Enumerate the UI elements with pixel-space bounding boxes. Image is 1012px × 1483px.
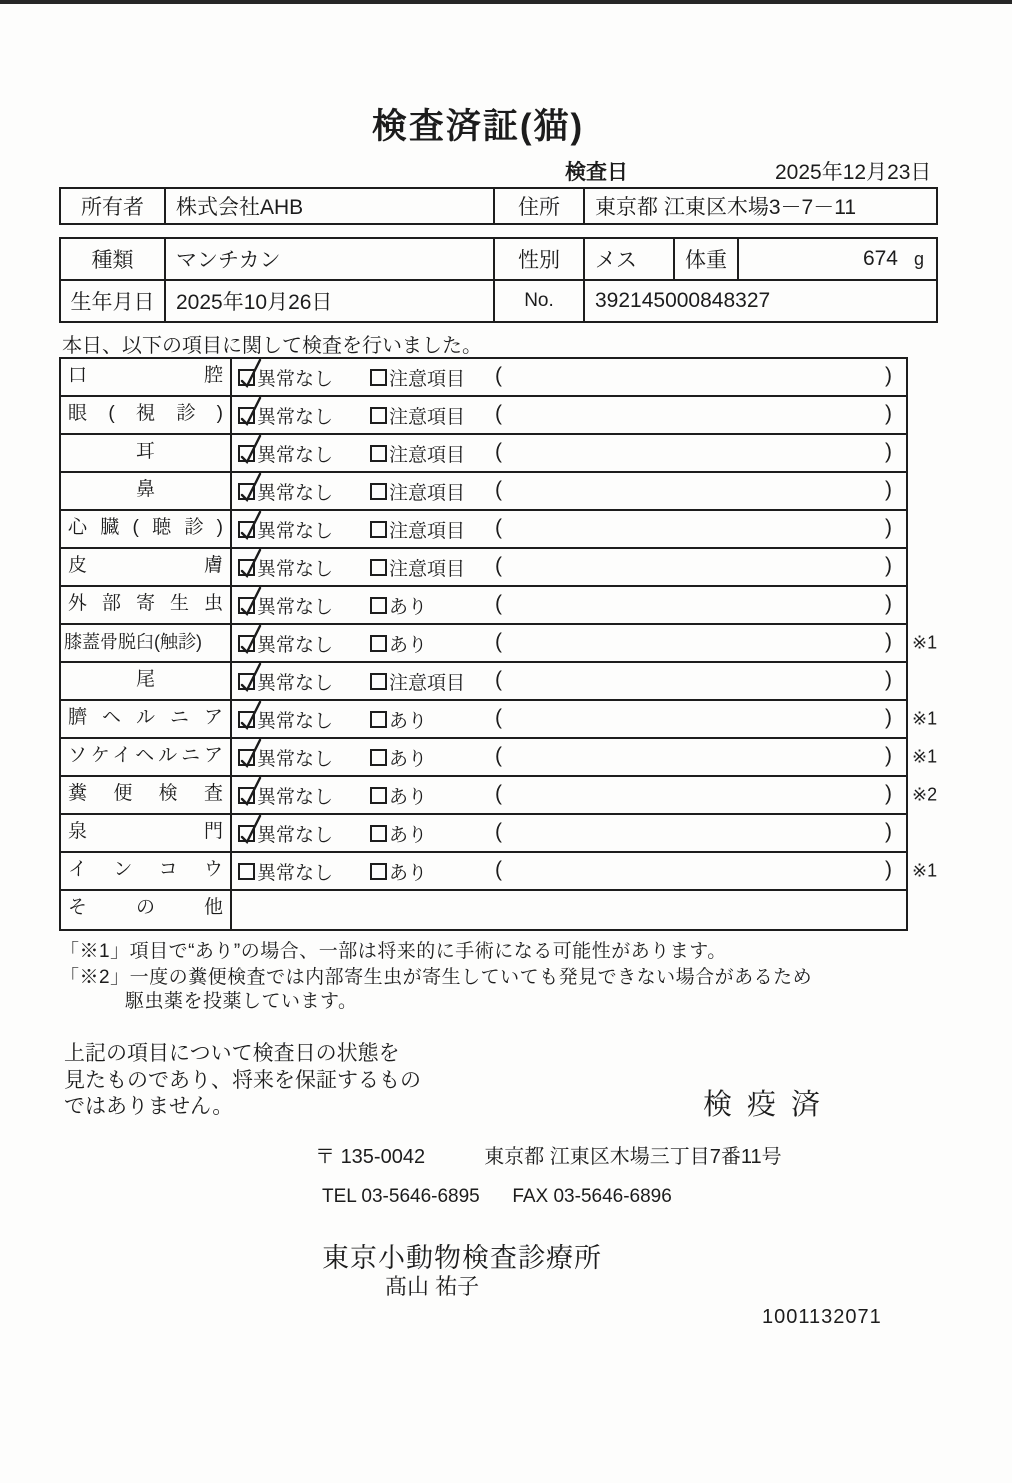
option-label-alternative: あり bbox=[389, 862, 428, 884]
option-no-abnormality bbox=[238, 511, 333, 547]
table-row bbox=[61, 891, 906, 929]
remarks-paren-close: ) bbox=[885, 820, 892, 844]
clinic-contact-line bbox=[322, 1186, 672, 1208]
option-no-abnormality bbox=[238, 625, 333, 661]
footnote-2-cont: 駆虫薬を投薬しています。 bbox=[125, 991, 358, 1012]
checkbox-no-abnormality[interactable] bbox=[238, 863, 255, 880]
inspection-date-value: 2025年12月23日 bbox=[775, 161, 932, 184]
item-result bbox=[232, 511, 906, 547]
option-label-alternative: あり bbox=[389, 596, 428, 618]
checkbox-no-abnormality-checked[interactable] bbox=[238, 483, 255, 500]
checkbox-no-abnormality-checked[interactable] bbox=[238, 369, 255, 386]
option-alternative bbox=[370, 853, 427, 889]
sex-value: メス bbox=[585, 239, 675, 279]
option-label-alternative: 注意項目 bbox=[389, 672, 466, 694]
table-row bbox=[61, 397, 906, 435]
item-label: インコウ bbox=[61, 853, 232, 889]
option-no-abnormality bbox=[238, 777, 333, 813]
postal-mark: 〒 bbox=[315, 1146, 335, 1168]
option-no-abnormality bbox=[238, 701, 333, 737]
option-alternative bbox=[370, 473, 465, 509]
checkbox-no-abnormality-checked[interactable] bbox=[238, 787, 255, 804]
option-alternative bbox=[370, 701, 427, 737]
checkbox-no-abnormality-checked[interactable] bbox=[238, 445, 255, 462]
option-no-abnormality bbox=[238, 359, 333, 395]
option-alternative bbox=[370, 359, 465, 395]
remarks-paren-close: ) bbox=[885, 706, 892, 730]
remarks-paren-close: ) bbox=[885, 782, 892, 806]
remarks-paren-close: ) bbox=[885, 402, 892, 426]
breed-label: 種類 bbox=[61, 239, 166, 279]
option-no-abnormality bbox=[238, 397, 333, 433]
checkbox-alternative[interactable] bbox=[370, 445, 387, 462]
remarks-paren-open: ( bbox=[495, 706, 502, 730]
option-label-no-abnormality: 異常なし bbox=[257, 482, 334, 504]
remarks-paren-open: ( bbox=[495, 858, 502, 882]
option-no-abnormality bbox=[238, 549, 333, 585]
option-label-alternative: 注意項目 bbox=[389, 520, 466, 542]
disclaimer-line-2: 見たものであり、将来を保証するもの bbox=[64, 1068, 421, 1092]
checkbox-alternative[interactable] bbox=[370, 521, 387, 538]
option-label-no-abnormality: 異常なし bbox=[257, 672, 334, 694]
option-label-alternative: 注意項目 bbox=[389, 558, 466, 580]
remarks-paren-open: ( bbox=[495, 516, 502, 540]
item-result bbox=[232, 891, 906, 929]
table-row bbox=[61, 587, 906, 625]
item-result bbox=[232, 587, 906, 623]
document-number: 1001132071 bbox=[762, 1306, 882, 1328]
remarks-paren-open: ( bbox=[495, 440, 502, 464]
item-result bbox=[232, 663, 906, 699]
no-value: 392145000848327 bbox=[595, 289, 771, 312]
option-no-abnormality bbox=[238, 435, 333, 471]
clinic-address: 東京都 江東区木場三丁目7番11号 bbox=[484, 1146, 782, 1168]
checkbox-alternative[interactable] bbox=[370, 787, 387, 804]
table-row bbox=[61, 777, 938, 815]
checkbox-alternative[interactable] bbox=[370, 673, 387, 690]
checkbox-alternative[interactable] bbox=[370, 749, 387, 766]
option-no-abnormality bbox=[238, 815, 333, 851]
table-row bbox=[61, 853, 938, 891]
option-label-alternative: あり bbox=[389, 710, 428, 732]
item-result bbox=[232, 359, 906, 395]
checkbox-no-abnormality-checked[interactable] bbox=[238, 521, 255, 538]
footnote-marker: ※1 bbox=[912, 708, 938, 729]
option-label-no-abnormality: 異常なし bbox=[257, 862, 334, 884]
item-label: 皮膚 bbox=[61, 549, 232, 585]
item-result bbox=[232, 853, 906, 889]
option-label-alternative: あり bbox=[389, 634, 428, 656]
item-result bbox=[232, 549, 906, 585]
remarks-paren-close: ) bbox=[885, 440, 892, 464]
footnote-2: 「※2」一度の糞便検査では内部寄生虫が寄生していても発見できない場合があるため bbox=[60, 967, 813, 988]
checklist-table bbox=[59, 357, 938, 931]
sex-label: 性別 bbox=[495, 239, 585, 279]
checkbox-alternative[interactable] bbox=[370, 407, 387, 424]
footnote-marker: ※1 bbox=[912, 632, 938, 653]
owner-label: 所有者 bbox=[61, 189, 166, 223]
item-label: 外部寄生虫 bbox=[61, 587, 232, 623]
remarks-paren-close: ) bbox=[885, 364, 892, 388]
option-no-abnormality bbox=[238, 853, 333, 889]
remarks-paren-open: ( bbox=[495, 668, 502, 692]
checkbox-alternative[interactable] bbox=[370, 863, 387, 880]
item-result bbox=[232, 625, 906, 661]
footnote-1: 「※1」項目で“あり”の場合、一部は将来的に手術になる可能性があります。 bbox=[60, 941, 727, 962]
option-label-no-abnormality: 異常なし bbox=[257, 368, 334, 390]
option-label-no-abnormality: 異常なし bbox=[257, 710, 334, 732]
table-row bbox=[61, 701, 938, 739]
option-label-no-abnormality: 異常なし bbox=[257, 786, 334, 808]
clinic-address-line bbox=[315, 1140, 782, 1169]
weight-number: 674 bbox=[862, 247, 898, 270]
table-row bbox=[61, 549, 906, 587]
table-row bbox=[61, 435, 906, 473]
table-row bbox=[61, 739, 938, 777]
checkbox-alternative[interactable] bbox=[370, 369, 387, 386]
option-alternative bbox=[370, 549, 465, 585]
clinic-fax: FAX 03-5646-6896 bbox=[512, 1186, 672, 1207]
footnote-marker: ※1 bbox=[912, 860, 938, 881]
postal-code: 135-0042 bbox=[340, 1146, 426, 1168]
option-label-alternative: 注意項目 bbox=[389, 482, 466, 504]
option-alternative bbox=[370, 625, 427, 661]
option-no-abnormality bbox=[238, 663, 333, 699]
remarks-paren-open: ( bbox=[495, 592, 502, 616]
option-label-alternative: あり bbox=[389, 748, 428, 770]
checkbox-no-abnormality-checked[interactable] bbox=[238, 597, 255, 614]
animal-info-table bbox=[59, 237, 938, 323]
checkbox-alternative[interactable] bbox=[370, 483, 387, 500]
option-no-abnormality bbox=[238, 473, 333, 509]
disclaimer-text bbox=[64, 1041, 421, 1121]
breed-row bbox=[61, 239, 936, 281]
clinic-tel: TEL 03-5646-6895 bbox=[322, 1186, 480, 1207]
option-label-no-abnormality: 異常なし bbox=[257, 748, 334, 770]
checkbox-alternative[interactable] bbox=[370, 597, 387, 614]
option-label-no-abnormality: 異常なし bbox=[257, 558, 334, 580]
remarks-paren-open: ( bbox=[495, 402, 502, 426]
option-alternative bbox=[370, 663, 465, 699]
footnote-marker: ※2 bbox=[912, 784, 938, 805]
option-label-alternative: 注意項目 bbox=[389, 368, 466, 390]
option-label-no-abnormality: 異常なし bbox=[257, 596, 334, 618]
option-label-alternative: あり bbox=[389, 786, 428, 808]
option-label-no-abnormality: 異常なし bbox=[257, 824, 334, 846]
birth-label: 生年月日 bbox=[61, 281, 166, 321]
option-alternative bbox=[370, 587, 427, 623]
remarks-paren-close: ) bbox=[885, 554, 892, 578]
remarks-paren-close: ) bbox=[885, 744, 892, 768]
item-result bbox=[232, 435, 906, 471]
checkbox-no-abnormality-checked[interactable] bbox=[238, 407, 255, 424]
remarks-paren-open: ( bbox=[495, 630, 502, 654]
item-label: 口腔 bbox=[61, 359, 232, 395]
checkbox-no-abnormality-checked[interactable] bbox=[238, 635, 255, 652]
option-alternative bbox=[370, 739, 427, 775]
option-alternative bbox=[370, 511, 465, 547]
weight-value bbox=[739, 239, 936, 279]
no-label: No. bbox=[495, 281, 585, 321]
remarks-paren-close: ) bbox=[885, 516, 892, 540]
checkbox-no-abnormality-checked[interactable] bbox=[238, 673, 255, 690]
item-result bbox=[232, 777, 906, 813]
scan-artifact-top bbox=[0, 0, 1012, 4]
item-label: 心臓(聴診) bbox=[61, 511, 232, 547]
option-label-no-abnormality: 異常なし bbox=[257, 406, 334, 428]
item-label: 膝蓋骨脱臼(触診) bbox=[61, 625, 232, 661]
remarks-paren-open: ( bbox=[495, 554, 502, 578]
item-label: その他 bbox=[61, 891, 232, 929]
item-result bbox=[232, 397, 906, 433]
owner-address: 東京都 江東区木場3－7－11 bbox=[595, 196, 856, 219]
checkbox-alternative[interactable] bbox=[370, 825, 387, 842]
item-label: 泉門 bbox=[61, 815, 232, 851]
item-result bbox=[232, 739, 906, 775]
option-label-no-abnormality: 異常なし bbox=[257, 444, 334, 466]
owner-name: 株式会社AHB bbox=[166, 189, 495, 223]
clinic-name: 東京小動物検査診療所 bbox=[322, 1243, 602, 1273]
option-alternative bbox=[370, 435, 465, 471]
option-label-alternative: 注意項目 bbox=[389, 406, 466, 428]
remarks-paren-open: ( bbox=[495, 782, 502, 806]
table-row bbox=[61, 511, 906, 549]
option-no-abnormality bbox=[238, 739, 333, 775]
option-label-alternative: あり bbox=[389, 824, 428, 846]
item-label: 臍ヘルニア bbox=[61, 701, 232, 737]
inspection-date-label: 検査日 bbox=[565, 161, 628, 184]
weight-label: 体重 bbox=[675, 239, 739, 279]
remarks-paren-open: ( bbox=[495, 744, 502, 768]
table-row bbox=[61, 625, 938, 663]
owner-address-label: 住所 bbox=[495, 189, 585, 223]
item-label: 鼻 bbox=[61, 473, 232, 509]
item-label: 尾 bbox=[61, 663, 232, 699]
option-label-alternative: 注意項目 bbox=[389, 444, 466, 466]
remarks-paren-open: ( bbox=[495, 364, 502, 388]
remarks-paren-close: ) bbox=[885, 668, 892, 692]
quarantine-passed-stamp: 検疫済 bbox=[703, 1089, 836, 1121]
option-alternative bbox=[370, 397, 465, 433]
item-label: 耳 bbox=[61, 435, 232, 471]
birth-value: 2025年10月26日 bbox=[166, 281, 495, 321]
checkbox-no-abnormality-checked[interactable] bbox=[238, 711, 255, 728]
table-row bbox=[61, 359, 906, 397]
item-result bbox=[232, 473, 906, 509]
table-row bbox=[61, 663, 906, 701]
weight-unit: g bbox=[913, 248, 924, 269]
remarks-paren-close: ) bbox=[885, 478, 892, 502]
checkbox-no-abnormality-checked[interactable] bbox=[238, 825, 255, 842]
veterinarian-name: 髙山 祐子 bbox=[385, 1274, 480, 1299]
item-label: ソケイヘルニア bbox=[61, 739, 232, 775]
intro-text: 本日、以下の項目に関して検査を行いました。 bbox=[62, 335, 482, 357]
item-label: 糞便検査 bbox=[61, 777, 232, 813]
table-row bbox=[61, 815, 906, 853]
owner-table bbox=[59, 187, 938, 225]
checkbox-no-abnormality-checked[interactable] bbox=[238, 559, 255, 576]
option-label-no-abnormality: 異常なし bbox=[257, 634, 334, 656]
item-label: 眼(視診) bbox=[61, 397, 232, 433]
item-result bbox=[232, 815, 906, 851]
checkbox-alternative[interactable] bbox=[370, 711, 387, 728]
page-title: 検査済証(猫) bbox=[371, 107, 585, 146]
footnote-marker: ※1 bbox=[912, 746, 938, 767]
item-result bbox=[232, 701, 906, 737]
option-label-no-abnormality: 異常なし bbox=[257, 520, 334, 542]
checkbox-alternative[interactable] bbox=[370, 559, 387, 576]
remarks-paren-close: ) bbox=[885, 630, 892, 654]
option-alternative bbox=[370, 815, 427, 851]
breed-value: マンチカン bbox=[166, 239, 495, 279]
option-no-abnormality bbox=[238, 587, 333, 623]
remarks-paren-open: ( bbox=[495, 820, 502, 844]
remarks-paren-close: ) bbox=[885, 858, 892, 882]
birth-row bbox=[61, 281, 936, 321]
disclaimer-line-3: ではありません。 bbox=[64, 1095, 234, 1118]
option-alternative bbox=[370, 777, 427, 813]
checkbox-alternative[interactable] bbox=[370, 635, 387, 652]
remarks-paren-open: ( bbox=[495, 478, 502, 502]
checkbox-no-abnormality-checked[interactable] bbox=[238, 749, 255, 766]
remarks-paren-close: ) bbox=[885, 592, 892, 616]
disclaimer-line-1: 上記の項目について検査日の状態を bbox=[64, 1042, 400, 1065]
table-row bbox=[61, 473, 906, 511]
